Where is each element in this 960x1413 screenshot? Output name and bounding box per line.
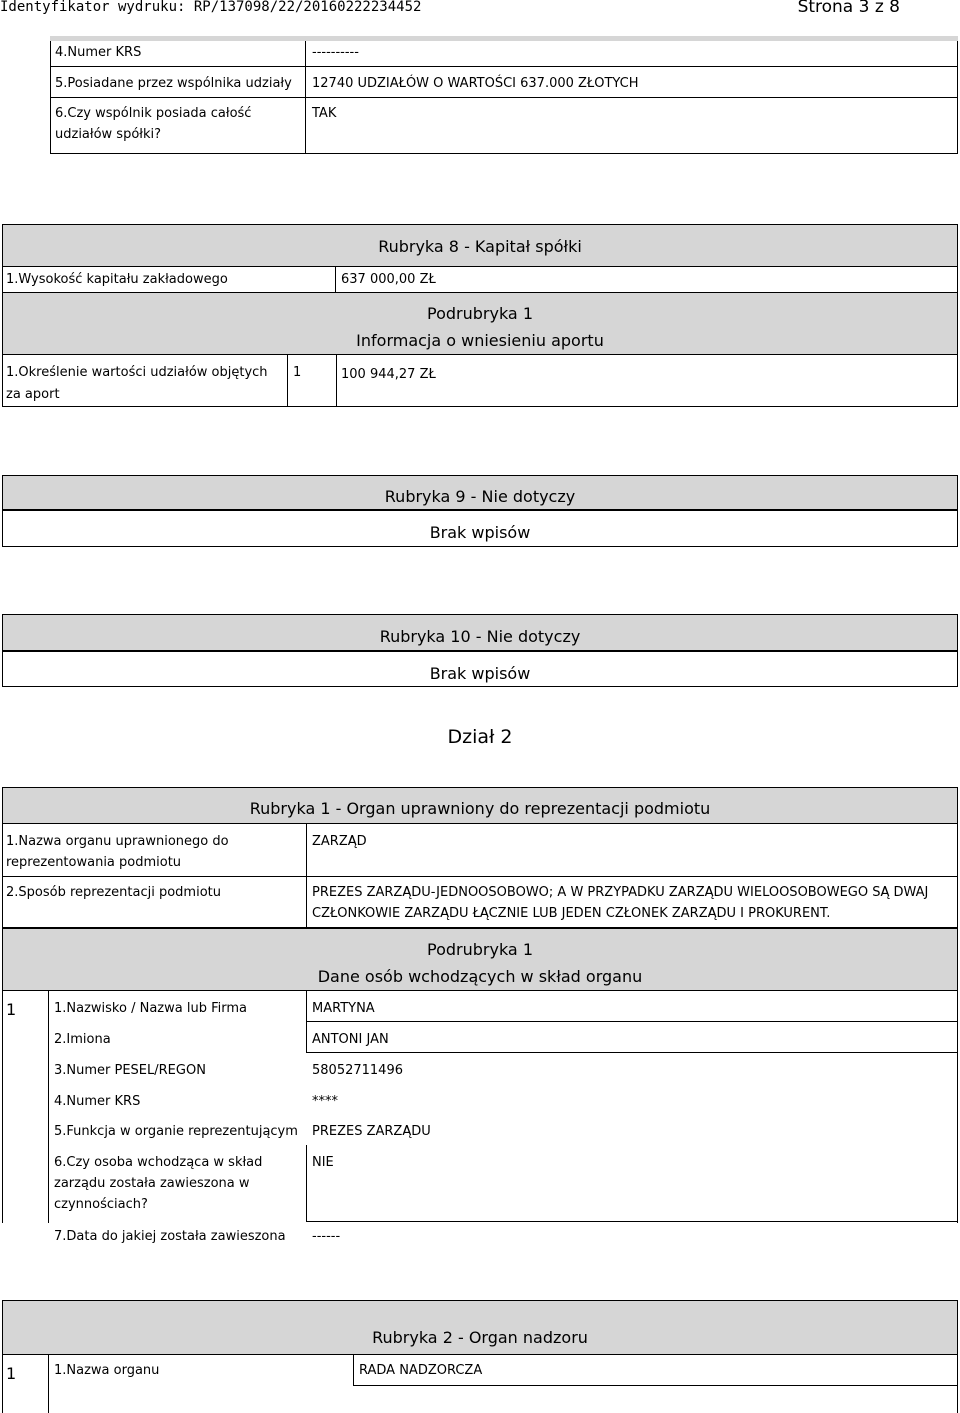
rubryka-1-title: Rubryka 1 - Organ uprawniony do reprezentacji podmiotu (249, 799, 711, 818)
rubryka-9-title: Rubryka 9 - Nie dotyczy (384, 487, 576, 506)
person-krs-value: **** (312, 1094, 338, 1109)
capital-value: 637 000,00 ZŁ (341, 272, 436, 287)
person-surname-value: MARTYNA (312, 1001, 375, 1016)
person-pesel-value: 58052711496 (312, 1063, 403, 1078)
person-suspension-date-label: 7.Data do jakiej została zawieszona (54, 1229, 286, 1244)
person-number: 1 (6, 1000, 17, 1019)
person-function-value: PREZES ZARZĄDU (312, 1124, 431, 1139)
shares-label: 5.Posiadane przez wspólnika udziały (55, 76, 292, 91)
dzial-2-title: Dział 2 (447, 726, 513, 748)
rubryka-10-body: Brak wpisów (429, 664, 531, 683)
representation-method-label: 2.Sposób reprezentacji podmiotu (6, 885, 221, 900)
print-identifier: Identyfikator wydruku: RP/137098/22/20160222234452 (0, 0, 422, 15)
page-number: Strona 3 z 8 (797, 0, 900, 17)
person-function-label: 5.Funkcja w organie reprezentującym (54, 1124, 298, 1139)
representation-method-value: PREZES ZARZĄDU-JEDNOOSOBOWO; A W PRZYPADKU ZARZĄDU WIELOOSOBOWEGO SĄ DWAJ CZŁONKOWIE ZARZĄDU ŁĄCZNIE LUB JEDEN CZŁONEK ZARZĄDU I PROKURENT. (312, 885, 929, 921)
rubryka-8-sub-subtitle: Informacja o wniesieniu aportu (356, 331, 604, 350)
person-surname-label: 1.Nazwisko / Nazwa lub Firma (54, 1001, 247, 1016)
sole-owner-label: 6.Czy wspólnik posiada całość udziałów spółki? (55, 106, 252, 142)
person-suspended-value: NIE (312, 1155, 334, 1170)
person-names-label: 2.Imiona (54, 1032, 111, 1047)
rubryka-10-title: Rubryka 10 - Nie dotyczy (379, 627, 581, 646)
shares-value: 12740 UDZIAŁÓW O WARTOŚCI 637.000 ZŁOTYCH (312, 76, 639, 91)
person-names-value: ANTONI JAN (312, 1032, 389, 1047)
rubryka-8-sub-title: Podrubryka 1 (427, 304, 533, 323)
krs-number-label: 4.Numer KRS (55, 45, 142, 60)
person-suspended-label: 6.Czy osoba wchodząca w skład zarządu została zawieszona w czynnościach? (54, 1155, 263, 1212)
person-pesel-label: 3.Numer PESEL/REGON (54, 1063, 206, 1078)
aport-value: 100 944,27 ZŁ (341, 367, 436, 382)
aport-number: 1 (293, 365, 302, 380)
organ-supervision-number: 1 (6, 1364, 17, 1383)
supervision-organ-label: 1.Nazwa organu (54, 1363, 160, 1378)
rubryka-1-sub-subtitle: Dane osób wchodzących w skład organu (317, 967, 643, 986)
krs-number-value: ---------- (312, 45, 359, 60)
rubryka-1-sub-title: Podrubryka 1 (427, 940, 533, 959)
organ-name-label: 1.Nazwa organu uprawnionego do reprezentowania podmiotu (6, 834, 229, 870)
rubryka-9-body: Brak wpisów (429, 523, 531, 542)
aport-label: 1.Określenie wartości udziałów objętych za aport (6, 365, 268, 402)
organ-name-value: ZARZĄD (312, 834, 367, 849)
person-krs-label: 4.Numer KRS (54, 1094, 141, 1109)
supervision-organ-value: RADA NADZORCZA (359, 1363, 483, 1378)
rubryka-8-title: Rubryka 8 - Kapitał spółki (378, 237, 582, 256)
person-suspension-date-value: ------ (312, 1229, 341, 1244)
capital-label: 1.Wysokość kapitału zakładowego (6, 272, 228, 287)
rubryka-2-title: Rubryka 2 - Organ nadzoru (372, 1328, 588, 1347)
sole-owner-value: TAK (312, 106, 337, 121)
